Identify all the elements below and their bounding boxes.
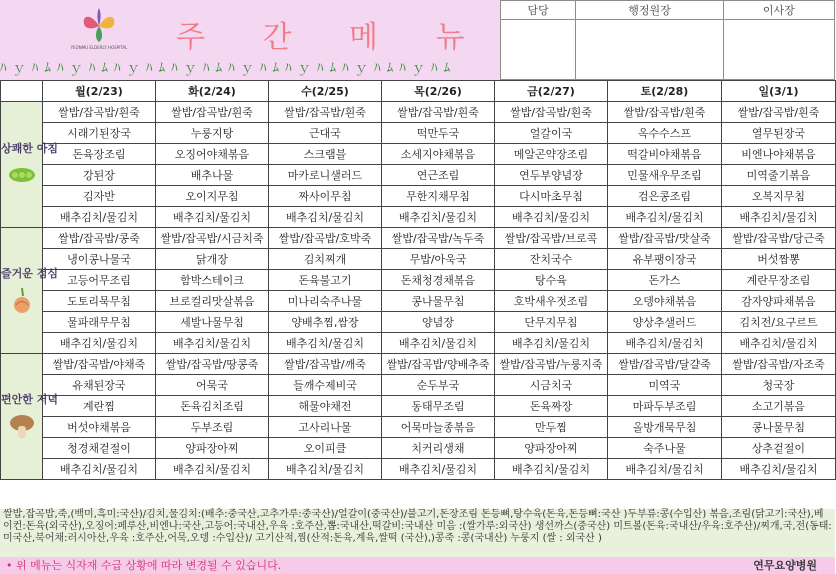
menu-item: 콩나물무침 [722,417,836,438]
menu-item: 돈육짜장 [495,396,608,417]
menu-item: 동태무조림 [382,396,495,417]
menu-item: 탕수육 [495,270,608,291]
decorative-border: ﾊ ｙ ﾊ ﾑ ﾊ ｙ ﾊ ﾑ ﾊ ｙ ﾊ ﾑ ﾊ ｙ ﾊ ﾑ ﾊ ｙ ﾊ ﾑ ﾊ ｙ ﾊ ﾑ ﾊ ｙ ﾊ ﾑ ﾊ ｙ ﾊ ﾑ [0,61,452,76]
day-header: 목(2/26) [382,81,495,102]
menu-item: 배추김치/물김치 [156,333,269,354]
menu-item: 잔치국수 [495,249,608,270]
menu-item: 소고기볶음 [722,396,836,417]
menu-item: 함박스테이크 [156,270,269,291]
menu-item: 상추겉절이 [722,438,836,459]
menu-item: 배추김치/물김치 [722,207,836,228]
menu-item: 양배추찜,쌈장 [269,312,382,333]
menu-item: 무밥/아욱국 [382,249,495,270]
menu-item: 짜사이무침 [269,186,382,207]
hospital-logo-icon [70,4,128,50]
menu-row [1,186,836,207]
approval-label-staff: 담당 [501,1,576,20]
menu-item: 계란무장조림 [722,270,836,291]
day-header: 월(2/23) [43,81,156,102]
menu-item: 얼갈이국 [495,123,608,144]
menu-item: 쌀밥/잡곡밥/당근죽 [722,228,836,249]
day-header: 화(2/24) [156,81,269,102]
menu-item: 근대국 [269,123,382,144]
menu-item: 유채된장국 [43,375,156,396]
menu-row [1,291,836,312]
menu-row [1,354,836,375]
menu-item: 양파장아찌 [495,438,608,459]
menu-item: 치커리생채 [382,438,495,459]
menu-item: 양념장 [382,312,495,333]
day-header: 일(3/1) [722,81,836,102]
menu-item: 오뎅야채볶음 [608,291,722,312]
menu-item: 배추김치/물김치 [495,333,608,354]
menu-item: 쌀밥/잡곡밥/맛살죽 [608,228,722,249]
menu-item: 연두부양념장 [495,165,608,186]
menu-row [1,144,836,165]
menu-item: 쌀밥/잡곡밥/흰죽 [382,102,495,123]
menu-item: 어묵마늘종볶음 [382,417,495,438]
menu-item: 스크램블 [269,144,382,165]
menu-item: 쌀밥/잡곡밥/자조죽 [722,354,836,375]
menu-item: 검은콩조림 [608,186,722,207]
menu-item: 배추김치/물김치 [269,333,382,354]
menu-item: 배추김치/물김치 [495,207,608,228]
menu-row [1,375,836,396]
notice-bar [0,557,835,574]
menu-item: 쌀밥/잡곡밥/흰죽 [43,102,156,123]
menu-item: 배추김치/물김치 [156,207,269,228]
menu-item: 쌀밥/잡곡밥/시금치죽 [156,228,269,249]
menu-item: 시래기된장국 [43,123,156,144]
menu-item: 단무지무침 [495,312,608,333]
logo-caption: YEONMU ELDERLY HOSPITAL [70,45,128,50]
menu-item: 고등어무조림 [43,270,156,291]
menu-item: 배추김치/물김치 [382,333,495,354]
menu-item: 쌀밥/잡곡밥/달걀죽 [608,354,722,375]
meal-label-text: 즐거운 점심 [1,267,58,280]
menu-row [1,228,836,249]
day-header: 수(2/25) [269,81,382,102]
menu-item: 쌀밥/잡곡밥/누룽지죽 [495,354,608,375]
menu-row [1,312,836,333]
menu-item: 냉이콩나물국 [43,249,156,270]
menu-item: 양파장아찌 [156,438,269,459]
approval-sign-staff[interactable] [501,20,576,80]
approval-label-director: 행정원장 [576,1,723,20]
peas-icon [7,161,37,187]
menu-item: 미나리숙주나물 [269,291,382,312]
menu-row [1,165,836,186]
menu-item: 배추나물 [156,165,269,186]
menu-item: 소세지야채볶음 [382,144,495,165]
menu-item: 만두찜 [495,417,608,438]
menu-item: 배추김치/물김치 [608,333,722,354]
meal-label [1,102,58,228]
menu-item: 콩나물무침 [382,291,495,312]
menu-item: 오이지무침 [156,186,269,207]
menu-item: 오징어야채볶음 [156,144,269,165]
menu-item: 돈육불고기 [269,270,382,291]
menu-item: 쌀밥/잡곡밥/흰죽 [722,102,836,123]
menu-item: 돈채청경채볶음 [382,270,495,291]
menu-row [1,123,836,144]
menu-item: 배추김치/물김치 [269,459,382,480]
approval-label-chairman: 이사장 [723,1,834,20]
page-title: 주 간 메 뉴 [176,20,489,55]
menu-item: 세발나물무침 [156,312,269,333]
menu-item: 연근조림 [382,165,495,186]
menu-item: 마파두부조림 [608,396,722,417]
menu-item: 두부조림 [156,417,269,438]
meal-label-text: 상쾌한 아침 [1,142,58,155]
menu-item: 배추김치/물김치 [608,459,722,480]
menu-item: 김치전/요구르트 [722,312,836,333]
menu-item: 쌀밥/잡곡밥/흰죽 [269,102,382,123]
menu-item: 돈육장조림 [43,144,156,165]
change-notice: • 위 메뉴는 식자재 수급 상황에 따라 변경될 수 있습니다. [6,559,282,572]
menu-item: 강된장 [43,165,156,186]
menu-item: 양상추샐러드 [608,312,722,333]
menu-item: 오복지무침 [722,186,836,207]
menu-item: 배추김치/물김치 [382,207,495,228]
menu-item: 다시마초무침 [495,186,608,207]
ingredient-origin-note: 쌀밥,잡곡밥,죽,(백미,흑미:국산)/김치,물김치:(배추:중국산,고추가루:중국산)/얼갈이(중국산)/불고기,돈장조림 돈등뼈,탕수육(돈육,돈등뼈:국산 )두부류:콩(수입산) 볶음,조림(닭고기:국산),베이컨:돈육(외국산),오징어:페루산,비엔나:국산,고등어:국내산,우육 :호주산,뽑:국내산,떡갈비:국내산 미음 :(쌀가루:외국산) 생선까스(중국산) 미트볼(돈육:국내산/우육:호주산)/찌개,국,전(동태:미국산,북어채:러시아산,우육 :호주산,어묵,오뎅 :수입산)/ 고기산적,찜(산적:돈육,계육,쌀떡 (국산),)콩죽 :콩(국내산) 누룽지 (쌀 : 외국산 ) [0,509,835,557]
menu-row [1,207,836,228]
menu-item: 배추김치/물김치 [156,459,269,480]
menu-item: 쌀밥/잡곡밥/브로콕 [495,228,608,249]
menu-item: 청경채겉절이 [43,438,156,459]
mushroom-icon [7,412,37,440]
menu-item: 배추김치/물김치 [43,459,156,480]
menu-item: 감자양파채볶음 [722,291,836,312]
menu-item: 김자반 [43,186,156,207]
approval-sign-director[interactable] [576,20,723,80]
menu-item: 무한지채무침 [382,186,495,207]
menu-item: 계란찜 [43,396,156,417]
menu-item: 들깨수제비국 [269,375,382,396]
menu-item: 오이피클 [269,438,382,459]
hospital-name: 연무요양병원 [753,559,817,572]
menu-row [1,270,836,291]
menu-item: 쌀밥/잡곡밥/흰죽 [495,102,608,123]
menu-item: 청국장 [722,375,836,396]
menu-item: 옥수수스프 [608,123,722,144]
menu-item: 쌀밥/잡곡밥/땅콩죽 [156,354,269,375]
menu-item: 쌀밥/잡곡밥/흰죽 [156,102,269,123]
corner-cell [1,81,43,102]
menu-row [1,417,836,438]
menu-item: 배추김치/물김치 [382,459,495,480]
menu-item: 순두부국 [382,375,495,396]
menu-item: 메알곤약장조림 [495,144,608,165]
menu-row [1,333,836,354]
menu-item: 열무된장국 [722,123,836,144]
header-banner [0,0,500,80]
menu-item: 어묵국 [156,375,269,396]
menu-item: 떡만두국 [382,123,495,144]
meal-label [1,228,58,354]
meal-label [1,354,58,480]
menu-item: 쌀밥/잡곡밥/깨죽 [269,354,382,375]
day-header: 토(2/28) [608,81,722,102]
menu-item: 브로컬리맛살볶음 [156,291,269,312]
menu-item: 물파래무무침 [43,312,156,333]
menu-item: 쌀밥/잡곡밥/녹두죽 [382,228,495,249]
menu-item: 돈육김치조림 [156,396,269,417]
menu-item: 비엔나야채볶음 [722,144,836,165]
menu-row [1,438,836,459]
day-header-row [1,81,836,102]
menu-item: 쌀밥/잡곡밥/야채죽 [43,354,156,375]
weekly-menu-table [0,80,836,480]
menu-item: 배추김치/물김치 [269,207,382,228]
menu-item: 쌀밥/잡곡밥/콩죽 [43,228,156,249]
menu-item: 시금치국 [495,375,608,396]
menu-item: 유부팽이장국 [608,249,722,270]
menu-item: 닭개장 [156,249,269,270]
menu-item: 민물새우무조림 [608,165,722,186]
menu-item: 호박새우젓조림 [495,291,608,312]
meal-label-text: 편안한 저녁 [1,393,58,406]
menu-item: 고사리나물 [269,417,382,438]
menu-item: 누룽지탕 [156,123,269,144]
menu-item: 미역국 [608,375,722,396]
menu-item: 숙주나물 [608,438,722,459]
menu-item: 배추김치/물김치 [495,459,608,480]
onion-icon [10,286,34,314]
menu-row [1,459,836,480]
menu-row [1,102,836,123]
menu-item: 도토리묵무침 [43,291,156,312]
menu-item: 마카로니샐러드 [269,165,382,186]
menu-item: 돈가스 [608,270,722,291]
menu-item: 배추김치/물김치 [608,207,722,228]
menu-item: 김치찌개 [269,249,382,270]
menu-item: 미역줄기볶음 [722,165,836,186]
menu-row [1,396,836,417]
menu-item: 배추김치/물김치 [43,207,156,228]
menu-item: 떡갈비야채볶음 [608,144,722,165]
menu-item: 올방개묵무침 [608,417,722,438]
menu-item: 해물야채전 [269,396,382,417]
day-header: 금(2/27) [495,81,608,102]
menu-item: 배추김치/물김치 [722,459,836,480]
menu-item: 쌀밥/잡곡밥/흰죽 [608,102,722,123]
menu-item: 버섯짬뽕 [722,249,836,270]
menu-item: 쌀밥/잡곡밥/호박죽 [269,228,382,249]
menu-row [1,249,836,270]
approval-sign-chairman[interactable] [723,20,834,80]
menu-item: 배추김치/물김치 [43,333,156,354]
menu-item: 버섯야채볶음 [43,417,156,438]
menu-item: 쌀밥/잡곡밥/양배추죽 [382,354,495,375]
approval-box [500,0,835,80]
menu-item: 배추김치/물김치 [722,333,836,354]
